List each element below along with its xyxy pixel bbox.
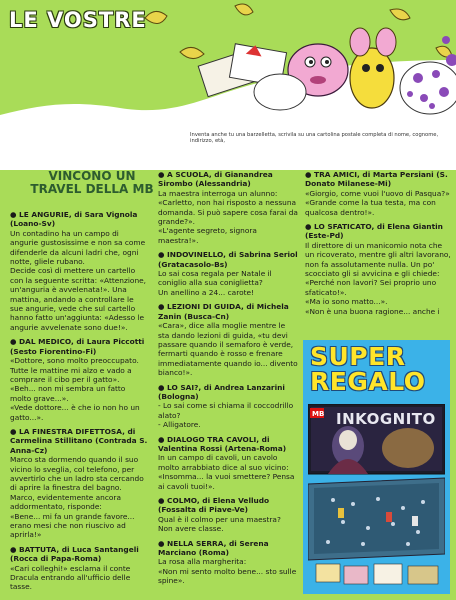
joke-entry: ● COLMO, di Elena Velludo (Fossalta di Piave-Ve) Qual è il colmo per una maestra? Non avere classe. (158, 496, 298, 534)
winners-heading-line1: VINCONO UN (48, 169, 136, 183)
joke-title: LEZIONI DI GUIDA, di Michela Zanin (Busca-Cn) (158, 302, 289, 321)
joke-body: - Lo sai come si chiama il coccodrillo alato? - Alligatore. (158, 401, 294, 430)
joke-body: «Cara», dice alla moglie mentre le sta dando lezioni di guida, «tu devi passare quando il semaforo è verde, fermarti quando è rosso e frenare immediatamente quando io... divento bianco!». (158, 321, 298, 378)
super-regalo-title (310, 344, 426, 394)
inkognito-game-box-image (308, 404, 445, 588)
super-regalo-panel (303, 340, 450, 594)
joke-entry: ● LE ANGURIE, di Sara Vignola (Loano-Sv) Un contadino ha un campo di angurie gustosissime e non sa come difenderle da alcuni ladri che, ogni notte, gliele rubano. Decide così di mettere un cartello con la seguente scritta: «Attenzione, un'anguria è avvelenata!». Una mattina, andando a controllare le sue angurie, vede che sul cartello hanno fatto un'aggiunta: «Adesso le angurie avvelenate sono due!». (10, 210, 147, 332)
column-3 (305, 170, 451, 321)
joke-title: BATTUTA, di Luca Santangeli (Rocca di Papa-Roma) (10, 544, 139, 564)
joke-body: Marco sta dormendo quando il suo vicino lo sveglia, col telefono, per avvertirlo che un ladro sta cercando di aprire la finestra del bagno. Marco, evidentemente ancora addormentato, risponde: «Bene... mi fa un grande favore... erano mesi che non riuscivo ad aprirla!» (10, 455, 144, 540)
joke-entry: ● LEZIONI DI GUIDA, di Michela Zanin (Busca-Cn) «Cara», dice alla moglie mentre le sta dando lezioni di guida, «tu devi passare quando il semaforo è verde, fermarti quando è rosso e frenare immediatamente quando io... divento bianco!». (158, 302, 298, 378)
winners-heading-line2: TRAVEL DELLA MB (30, 182, 154, 196)
joke-body: Un contadino ha un campo di angurie gustosissime e non sa come difenderle da alcuni ladri che, ogni notte, gliele rubano. Decide così di mettere un cartello con la seguente scritta: «Attenzione, un'anguria è avvelenata!». Una mattina, andando a controllare le sue angurie, vede che sul cartello hanno fatto un'aggiunta: «Adesso le angurie avvelenate sono due!». (10, 228, 147, 332)
column-1 (10, 210, 148, 597)
super-regalo-line2: REGALO (310, 367, 426, 396)
header-illustration (140, 0, 456, 130)
joke-title: TRA AMICI, di Marta Persiani (S. Donato Milanese-Mi) (305, 170, 448, 189)
joke-entry: ● DIALOGO TRA CAVOLI, di Valentina Rossi (Artena-Roma) In un campo di cavoli, un cavolo molto arrabbiato dice al suo vicino: «Insomma... la vuoi smettere? Pensa ai cavoli tuoi!». (158, 435, 298, 491)
column-2 (158, 170, 298, 591)
joke-title: DIALOGO TRA CAVOLI, di Valentina Rossi (Artena-Roma) (158, 434, 287, 453)
joke-entry: ● BATTUTA, di Luca Santangeli (Rocca di Papa-Roma) «Cari colleghi!» esclama il conte Dracula entrando all'ufficio delle tasse. (10, 545, 148, 592)
joke-entry: ● A SCUOLA, di Gianandrea Sirombo (Alessandria) La maestra interroga un alunno: «Carletto, non hai risposto a nessuna domanda. Si può sapere cosa farai da grande?». «L'agente segreto, signora maestra!». (158, 170, 298, 245)
joke-title: A SCUOLA, di Gianandrea Sirombo (Alessandria) (158, 170, 273, 189)
joke-title: LO SFATICATO, di Elena Giantin (Este-Pd) (305, 222, 443, 241)
joke-title: DAL MEDICO, di Laura Piccotti (Sesto Fiorentino-Fi) (10, 337, 145, 356)
joke-title: LA FINESTRA DIFETTOSA, di Carmelina Stillitano (Contrada S. Anna-Cz) (10, 426, 148, 455)
joke-title: COLMO, di Elena Velludo (Fossalta di Piave-Ve) (158, 496, 270, 515)
joke-body: Il direttore di un manicomio nota che un ricoverato, mentre gli altri lavorano, non fa assolutamente nulla. Un po' scocciato gli si avvicina e gli chiede: «Perché non lavori? Sei proprio uno sfaticato!». «Ma io sono matto...». «Non è una buona ragione... anche i (305, 240, 451, 316)
joke-body: «Giorgio, come vuoi l'uovo di Pasqua?» «Grande come la tua testa, ma con qualcosa dentro!». (305, 188, 450, 217)
winners-heading (22, 170, 162, 196)
game-name: INKOGNITO (336, 410, 436, 428)
joke-entry: ● INDOVINELLO, di Sabrina Seriol (Gratacasolo-Bs) Lo sai cosa regala per Natale il coniglio alla sua coniglietta? Un anellino a 24... carote! (158, 250, 298, 297)
joke-body: Lo sai cosa regala per Natale il coniglio alla sua coniglietta? Un anellino a 24... carote! (158, 269, 272, 297)
joke-body: Qual è il colmo per una maestra? Non avere classe. (158, 514, 281, 534)
joke-entry: ● TRA AMICI, di Marta Persiani (S. Donato Milanese-Mi) «Giorgio, come vuoi l'uovo di Pasqua?» «Grande come la tua testa, ma con qualcosa dentro!». (305, 170, 450, 217)
joke-entry: ● LO SAI?, di Andrea Lanzarini (Bologna) - Lo sai come si chiama il coccodrillo alato? - Alligatore. (158, 383, 298, 430)
joke-body: «Cari colleghi!» esclama il conte Dracula entrando all'ufficio delle tasse. (10, 563, 131, 592)
joke-title: NELLA SERRA, di Serena Marciano (Roma) (158, 538, 269, 558)
super-regalo-line1: SUPER (310, 342, 406, 371)
joke-body: La rosa alla margherita: «Non mi sento molto bene... sto sulle spine». (158, 557, 297, 586)
joke-body: La maestra interroga un alunno: «Carletto, non hai risposto a nessuna domanda. Si può sapere cosa farai da grande?». «L'agente segreto, signora maestra!». (158, 188, 298, 245)
joke-body: «Dottore, sono molto preoccupato. Tutte le mattine mi alzo e vado a comprare il cibo per il gatto». «Beh... non mi sembra un fatto molto grave...». «Vede dottore... è che io non ho un gatto...». (10, 356, 140, 422)
joke-entry: ● NELLA SERRA, di Serena Marciano (Roma) La rosa alla margherita: «Non mi sento molto bene... sto sulle spine». (158, 538, 297, 586)
joke-entry: ● LO SFATICATO, di Elena Giantin (Este-Pd) Il direttore di un manicomio nota che un ricoverato, mentre gli altri lavorano, non fa assolutamente nulla. Un po' scocciato gli si avvicina e gli chiede: «Perché non lavori? Sei proprio uno sfaticato!». «Ma io sono matto...». «Non è una buona ragione... anche i (305, 222, 451, 316)
joke-entry: ● LA FINESTRA DIFETTOSA, di Carmelina Stillitano (Contrada S. Anna-Cz) Marco sta dormendo quando il suo vicino lo sveglia, col telefono, per avvertirlo che un ladro sta cercando di aprire la finestra del bagno. Marco, evidentemente ancora addormentato, risponde: «Bene... mi fa un grande favore... erano mesi che non riuscivo ad aprirla!» (10, 426, 148, 540)
joke-title: LO SAI?, di Andrea Lanzarini (Bologna) (158, 382, 285, 401)
joke-title: INDOVINELLO, di Sabrina Seriol (Gratacasolo-Bs) (158, 250, 298, 269)
page-title: LE VOSTRE (9, 8, 147, 32)
joke-body: In un campo di cavoli, un cavolo molto arrabbiato dice al suo vicino: «Insomma... la vuoi smettere? Pensa ai cavoli tuoi!». (158, 453, 295, 491)
joke-entry: ● DAL MEDICO, di Laura Piccotti (Sesto Fiorentino-Fi) «Dottore, sono molto preoccupato. Tutte le mattine mi alzo e vado a comprare il cibo per il gatto». «Beh... non mi sembra un fatto molto grave...». «Vede dottore... è che io non ho un gatto...». (10, 337, 148, 422)
intro-text: Inventa anche tu una barzelletta, scrivila su una cartolina postale completa di nome, cognome, indirizzo, età, (190, 132, 439, 144)
brand-logo: MB (312, 410, 325, 418)
joke-title: LE ANGURIE, di Sara Vignola (Loano-Sv) (10, 210, 138, 229)
